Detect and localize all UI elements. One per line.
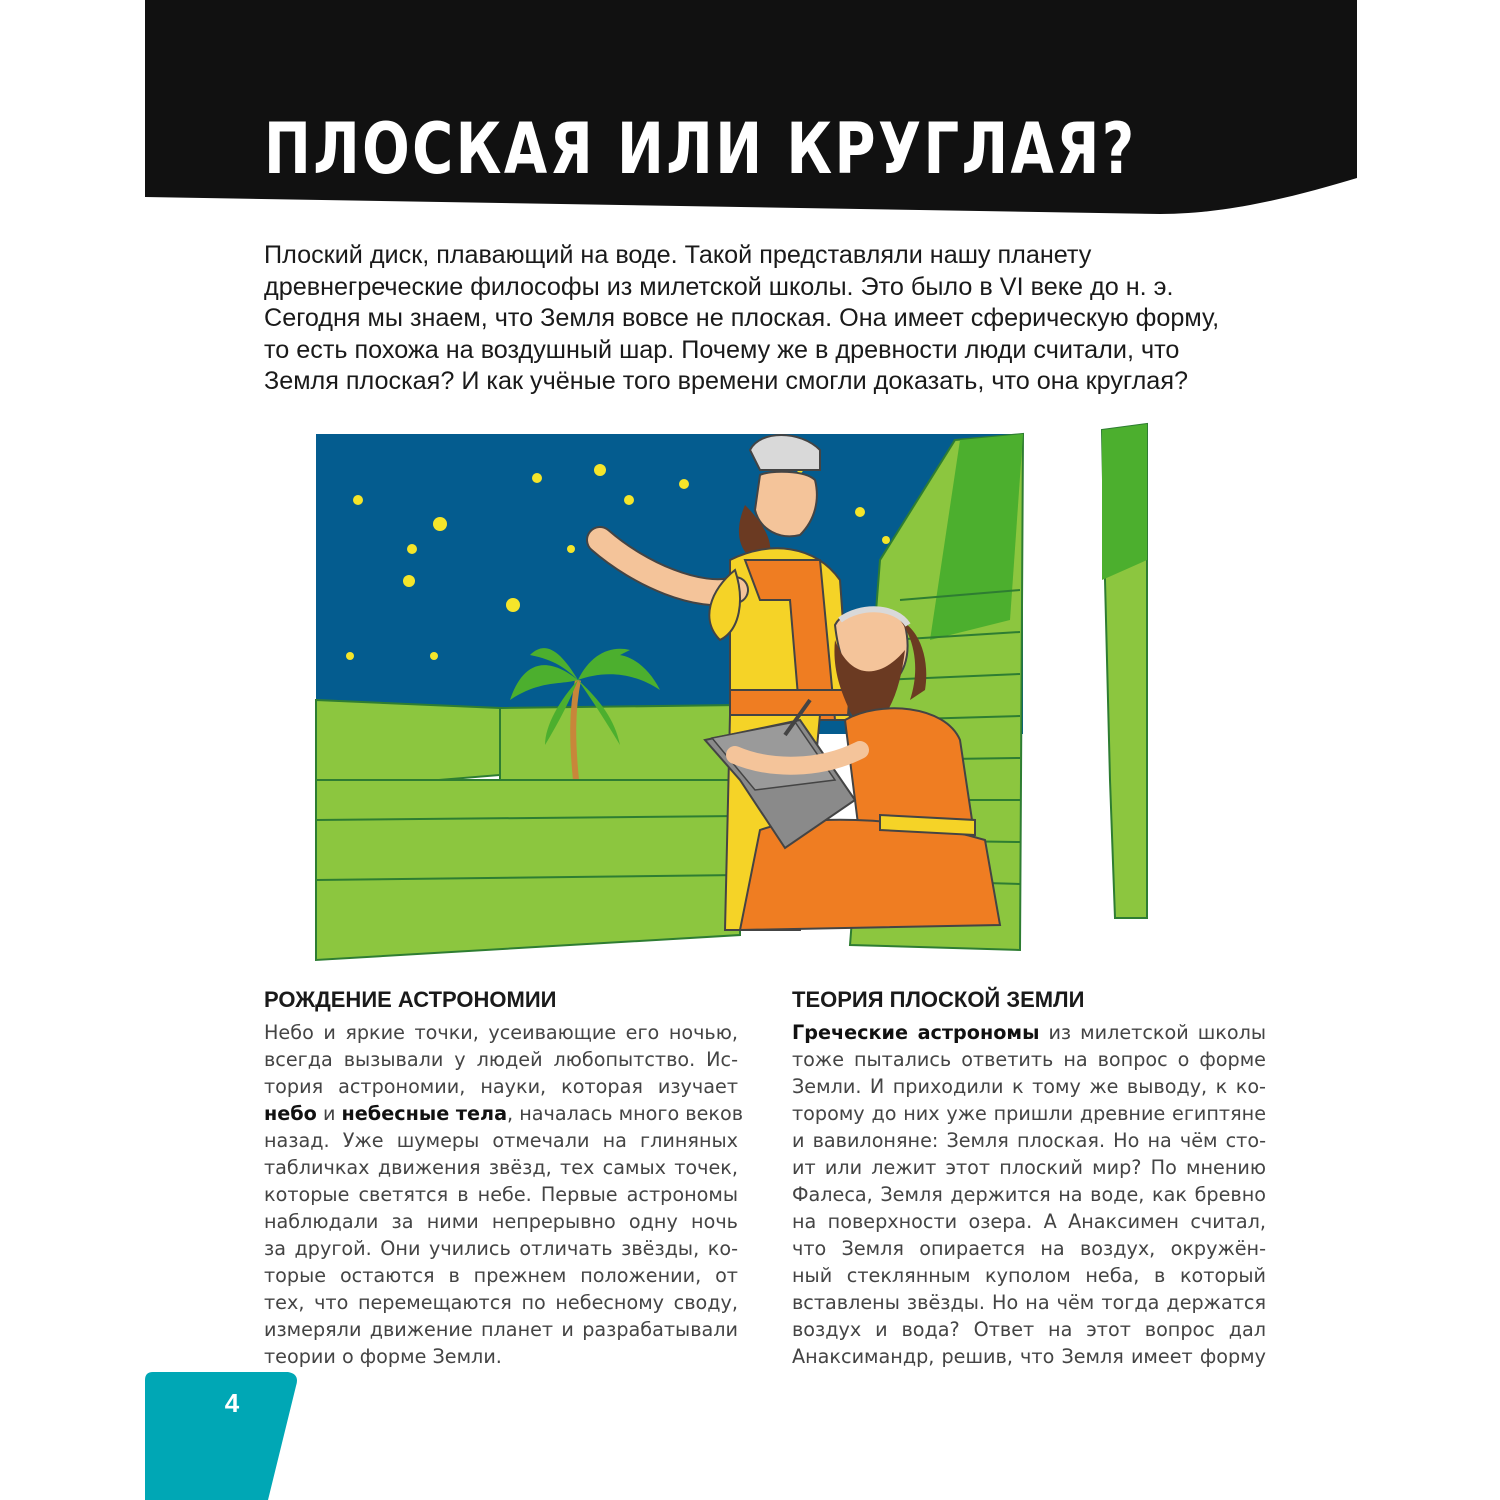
text-line: которые светятся в небе. Первые астрономы [264,1183,738,1206]
text-line: на поверхности озера. А Анаксимен считал, [792,1210,1266,1233]
bold-term: Греческие астрономы [792,1021,1040,1044]
text-line: ный стеклянным куполом неба, в который [792,1264,1266,1287]
intro-line: Земля плоская? И как учёные того времени смогли доказать, что она круглая? [264,367,1188,396]
text-line: ит или лежит этот плоский мир? По мнению [792,1156,1266,1179]
page-number-tab [0,1372,310,1500]
text-line: Небо и яркие точки, усеивающие его ночью, [264,1021,738,1044]
text-fragment: и [316,1102,342,1125]
text-fragment: , началась много веков [507,1102,744,1125]
section-text-birth-of-astronomy [264,1019,744,1370]
text-line: Анаксимандр, решив, что Земля имеет форму [792,1345,1266,1368]
text-line: и вавилоняне: Земля плоская. Но на чём сто- [792,1129,1266,1152]
text-line: наблюдали за ними непрерывно одну ночь [264,1210,738,1233]
text-line: измеряли движение планет и разрабатывали [264,1318,738,1341]
astronomers-illustration [300,420,1160,965]
bold-term: небесные тела [341,1102,508,1125]
text-fragment: из милетской школы [1039,1021,1267,1044]
page-number: 4 [224,1388,240,1418]
page-title: ПЛОСКАЯ ИЛИ КРУГЛАЯ? [264,108,1137,190]
intro-paragraph [264,240,1264,398]
intro-line: Плоский диск, плавающий на воде. Такой представляли нашу планету [264,241,1092,269]
text-line: вставлены звёзды. Но на чём тогда держатся [792,1291,1266,1314]
text-line: тех, что перемещаются по небесному своду, [264,1291,738,1314]
text-line [264,1100,744,1127]
section-heading-flat-earth-theory: ТЕОРИЯ ПЛОСКОЙ ЗЕМЛИ [792,987,1085,1012]
text-line: теории о форме Земли. [264,1345,502,1368]
intro-line: то есть похожа на воздушный шар. Почему же в древности люди считали, что [264,335,1180,364]
intro-line: древнегреческие философы из милетской школы. Это было в VI веке до н. э. [264,272,1174,301]
text-line: Фалеса, Земля держится на воде, как бревно [792,1183,1266,1206]
text-line: тория астрономии, науки, которая изучает [264,1075,738,1098]
text-line: воздух и вода? Ответ на этот вопрос дал [792,1318,1266,1341]
text-line: за другой. Они учились отличать звёзды, ко- [264,1237,738,1260]
section-text-flat-earth-theory [792,1019,1266,1370]
text-line: всегда вызывали у людей любопытство. Ис- [264,1048,738,1071]
text-line: тоже пытались ответить на вопрос о форме [792,1048,1266,1071]
section-heading-birth-of-astronomy: РОЖДЕНИЕ АСТРОНОМИИ [264,987,557,1012]
intro-line: Сегодня мы знаем, что Земля вовсе не плоская. Она имеет сферическую форму, [264,304,1220,333]
text-line: назад. Уже шумеры отмечали на глиняных [264,1129,738,1152]
text-line: Земли. И приходили к тому же выводу, к ко- [792,1075,1266,1098]
text-line: торые остаются в прежнем положении, от [264,1264,738,1287]
text-line: торому до них уже пришли древние египтяне [792,1102,1266,1125]
bold-term: небо [264,1102,317,1125]
text-line: табличках движения звёзд, тех самых точек, [264,1156,738,1179]
text-line [792,1019,1266,1046]
text-line: что Земля опирается на воздух, окружён- [792,1237,1266,1260]
